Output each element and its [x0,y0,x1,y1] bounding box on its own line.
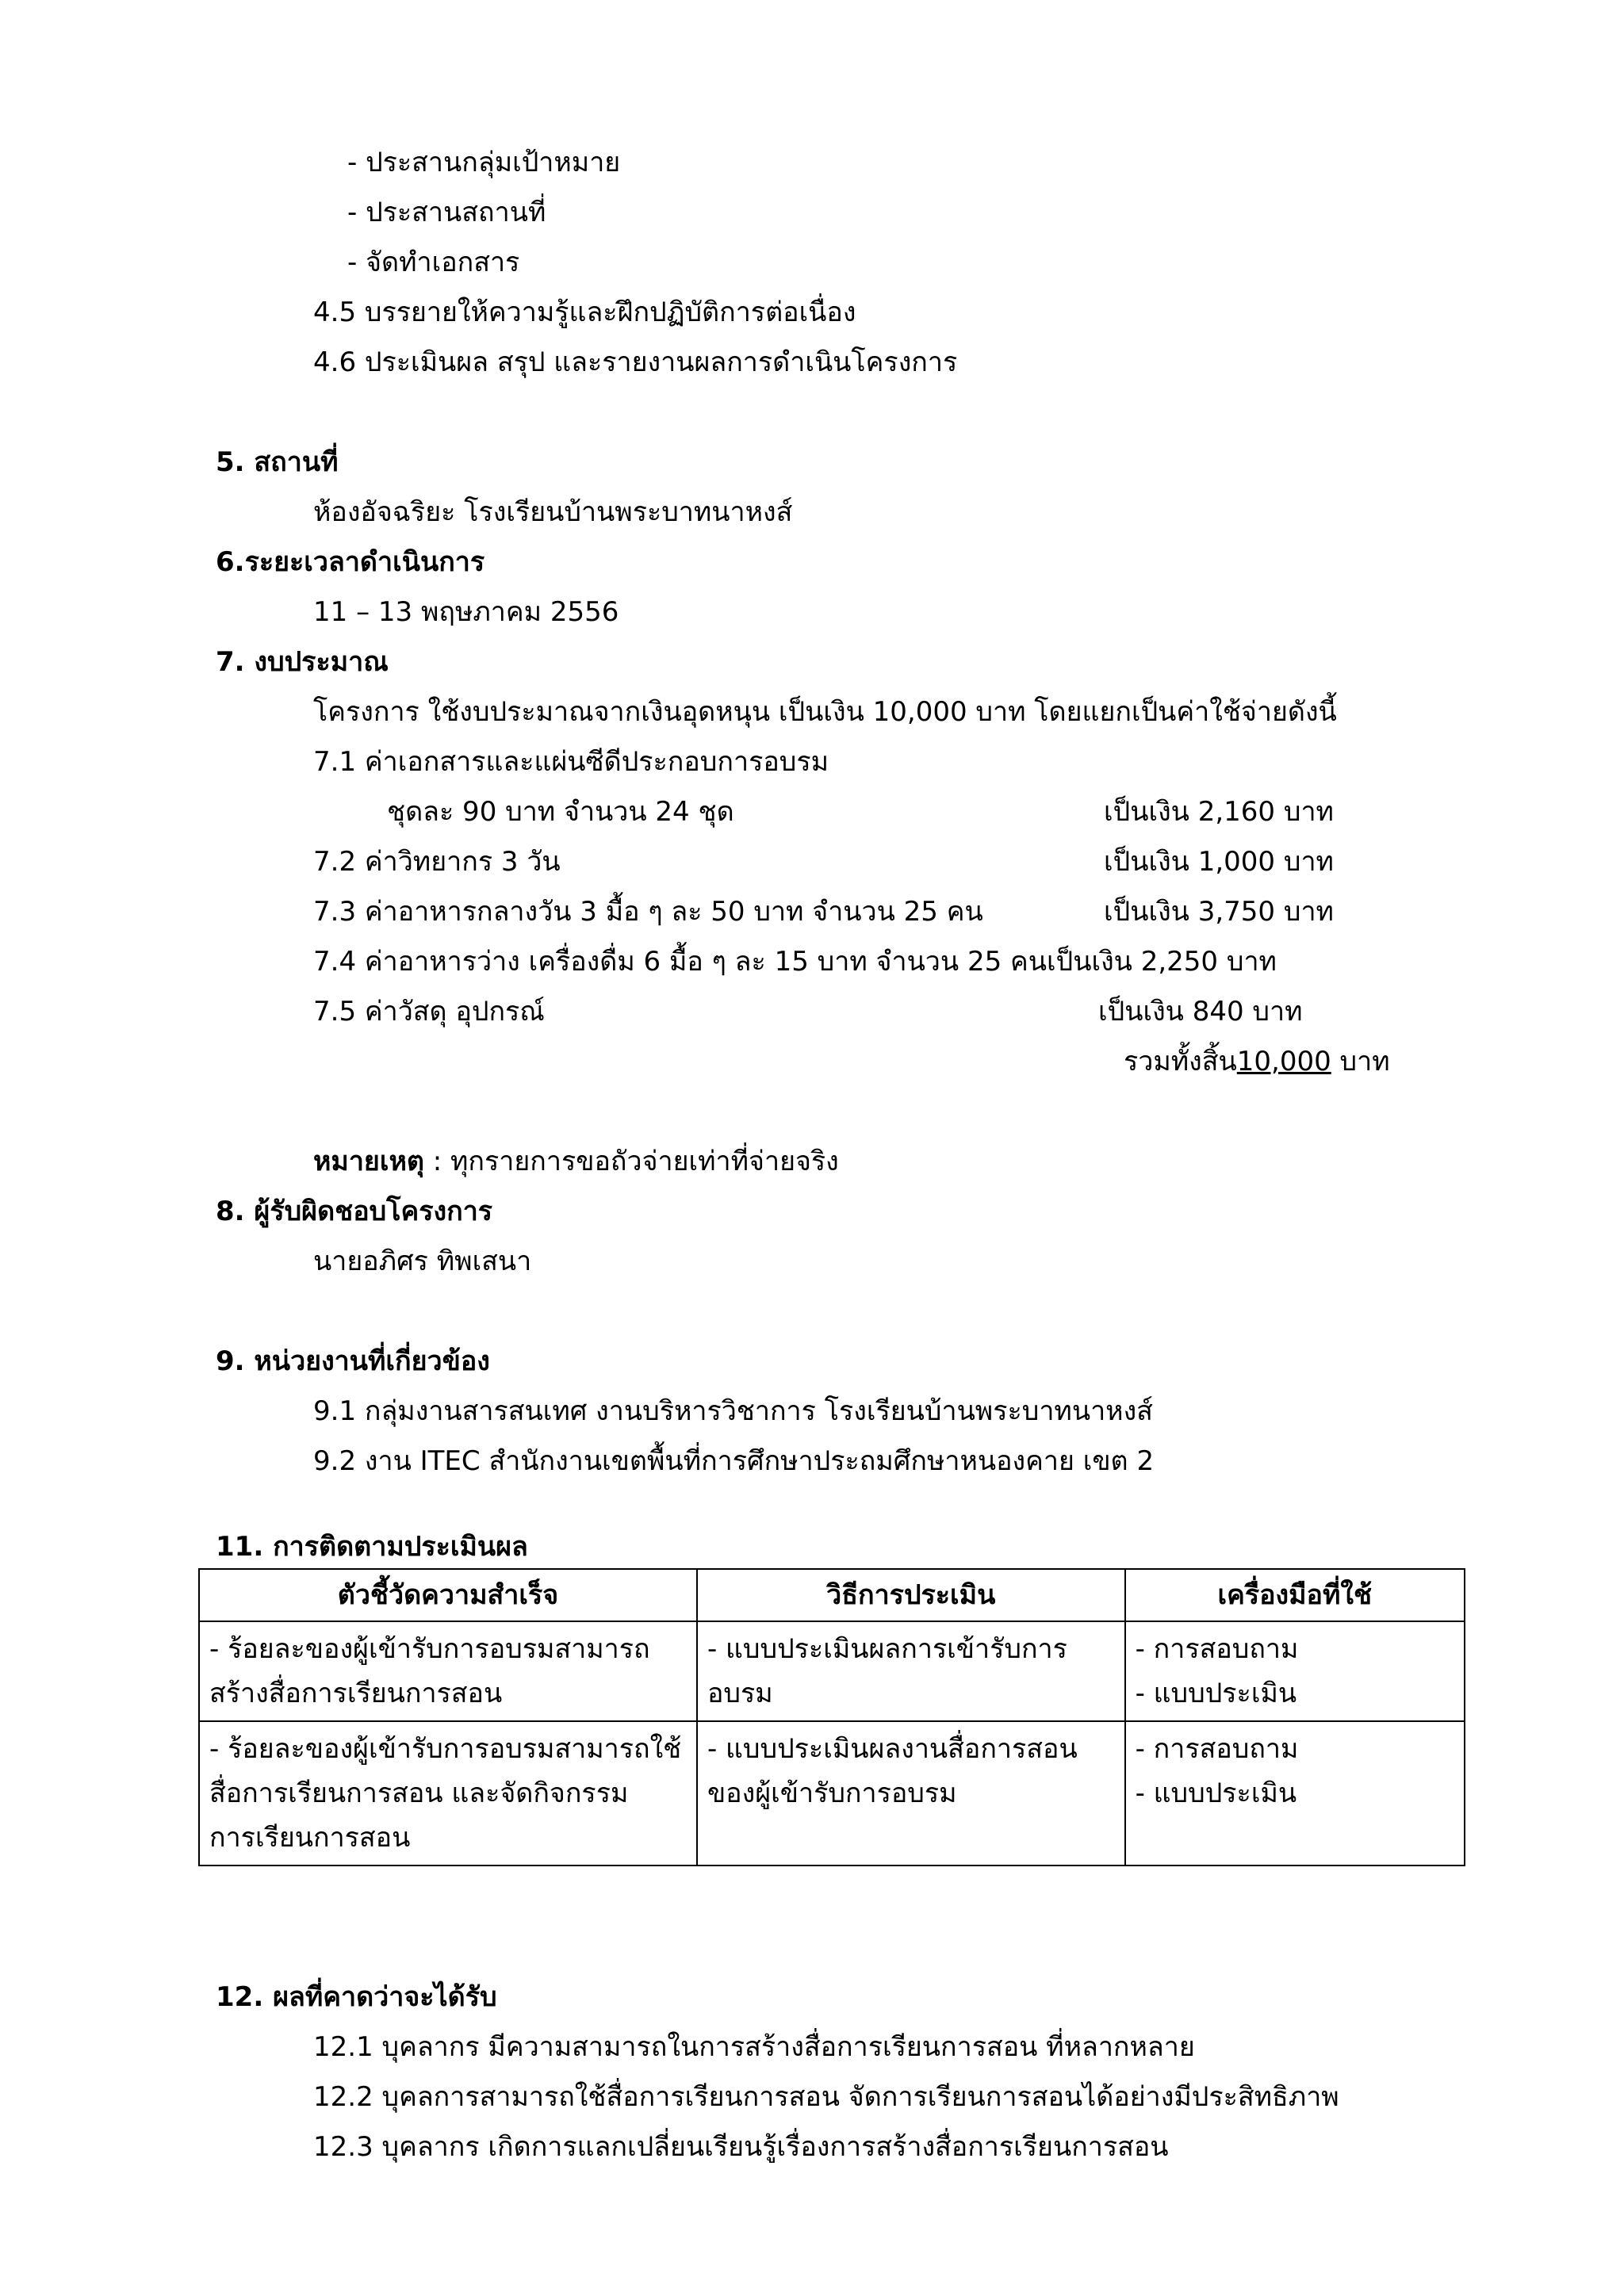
section-7-heading: 7. งบประมาณ [216,646,389,678]
budget-item-7-1: 7.1 ค่าเอกสารและแผ่นซีดีประกอบการอบรม [313,746,829,778]
cell-text: - แบบประเมิน [1135,1678,1297,1709]
note-label: หมายเหตุ [313,1146,424,1177]
activity-item: - ประสานกลุ่มเป้าหมาย [347,147,621,178]
activity-item: - ประสานสถานที่ [347,197,546,228]
cell-text: สื่อการเรียนการสอน และจัดกิจกรรม [209,1777,629,1809]
column-header-tools: เครื่องมือที่ใช้ [1125,1569,1465,1621]
cell-text: - การสอบถาม [1135,1733,1299,1765]
budget-intro: โครงการ ใช้งบประมาณจากเงินอุดหนุน เป็นเงิน 10,000 บาท โดยแยกเป็นค่าใช้จ่ายดังนี้ [313,696,1337,728]
budget-item-7-4: 7.4 ค่าอาหารว่าง เครื่องดื่ม 6 มื้อ ๆ ละ 15 บาท จำนวน 25 คนเป็นเงิน 2,250 บาท [313,946,1277,978]
cell-text: การเรียนการสอน [209,1822,411,1854]
tools-cell [1125,1621,1465,1721]
budget-item-7-5-amount: เป็นเงิน 840 บาท [1098,996,1303,1027]
budget-item-7-5: 7.5 ค่าวัสดุ อุปกรณ์ [313,996,545,1027]
budget-total-label: รวมทั้งสิ้น [1124,1046,1237,1077]
cell-text: สร้างสื่อการเรียนการสอน [209,1678,503,1709]
note-text: : ทุกรายการขอถัวจ่ายเท่าที่จ่ายจริง [423,1146,839,1177]
budget-total-unit: บาท [1331,1046,1390,1077]
cell-text: - แบบประเมิน [1135,1777,1297,1809]
section-6-text: 11 – 13 พฤษภาคม 2556 [313,596,619,628]
column-header-indicator: ตัวชี้วัดความสำเร็จ [199,1569,697,1621]
indicator-cell [199,1721,697,1866]
cell-text: - แบบประเมินผลงานสื่อการสอน [707,1733,1078,1765]
cell-text: - แบบประเมินผลการเข้ารับการ [707,1633,1067,1665]
table-header-row [199,1569,1465,1621]
evaluation-table [198,1568,1465,1866]
budget-total [1124,1043,1390,1080]
related-unit-item: 9.1 กลุ่มงานสารสนเทศ งานบริหารวิชาการ โรงเรียนบ้านพระบาทนาหงส์ [313,1395,1153,1427]
budget-item-7-2: 7.2 ค่าวิทยากร 3 วัน [313,846,561,878]
related-unit-item: 9.2 งาน ITEC สำนักงานเขตพื้นที่การศึกษาประถมศึกษาหนองคาย เขต 2 [313,1445,1155,1477]
step-4-6: 4.6 ประเมินผล สรุป และรายงานผลการดำเนินโครงการ [313,346,958,378]
indicator-cell [199,1621,697,1721]
cell-text: อบรม [707,1678,773,1709]
table-row [199,1721,1465,1866]
section-12-heading: 12. ผลที่คาดว่าจะได้รับ [216,1981,497,2013]
section-5-text: ห้องอัจฉริยะ โรงเรียนบ้านพระบาทนาหงส์ [313,496,793,528]
cell-text: - ร้อยละของผู้เข้ารับการอบรมสามารถ [209,1633,650,1665]
budget-total-value: 10,000 [1236,1046,1331,1077]
cell-text: - การสอบถาม [1135,1633,1299,1665]
column-header-method: วิธีการประเมิน [697,1569,1125,1621]
tools-cell [1125,1721,1465,1866]
section-11-heading: 11. การติดตามประเมินผล [216,1531,528,1563]
section-8-text: นายอภิศร ทิพเสนา [313,1246,532,1277]
cell-text: - ร้อยละของผู้เข้ารับการอบรมสามารถใช้ [209,1733,682,1765]
budget-item-7-3-amount: เป็นเงิน 3,750 บาท [1104,896,1334,928]
step-4-5: 4.5 บรรยายให้ความรู้และฝึกปฏิบัติการต่อเนื่อง [313,297,856,328]
section-9-heading: 9. หน่วยงานที่เกี่ยวข้อง [216,1345,490,1377]
budget-item-7-3: 7.3 ค่าอาหารกลางวัน 3 มื้อ ๆ ละ 50 บาท จำนวน 25 คน [313,896,983,928]
budget-item-7-2-amount: เป็นเงิน 1,000 บาท [1104,846,1334,878]
budget-note [313,1143,839,1180]
expected-result-item: 12.3 บุคลากร เกิดการแลกเปลี่ยนเรียนรู้เรื่องการสร้างสื่อการเรียนการสอน [313,2131,1169,2163]
budget-item-7-1-amount: เป็นเงิน 2,160 บาท [1104,796,1334,828]
expected-result-item: 12.2 บุคลการสามารถใช้สื่อการเรียนการสอน จัดการเรียนการสอนได้อย่างมีประสิทธิภาพ [313,2081,1339,2113]
expected-result-item: 12.1 บุคลากร มีความสามารถในการสร้างสื่อการเรียนการสอน ที่หลากหลาย [313,2031,1195,2063]
budget-item-7-1-detail: ชุดละ 90 บาท จำนวน 24 ชุด [387,796,734,828]
table-row [199,1621,1465,1721]
activity-item: - จัดทำเอกสาร [347,247,520,278]
cell-text: ของผู้เข้ารับการอบรม [707,1777,957,1809]
method-cell [697,1721,1125,1866]
section-5-heading: 5. สถานที่ [216,446,339,478]
method-cell [697,1621,1125,1721]
section-8-heading: 8. ผู้รับผิดชอบโครงการ [216,1196,493,1227]
section-6-heading: 6.ระยะเวลาดำเนินการ [216,546,485,578]
